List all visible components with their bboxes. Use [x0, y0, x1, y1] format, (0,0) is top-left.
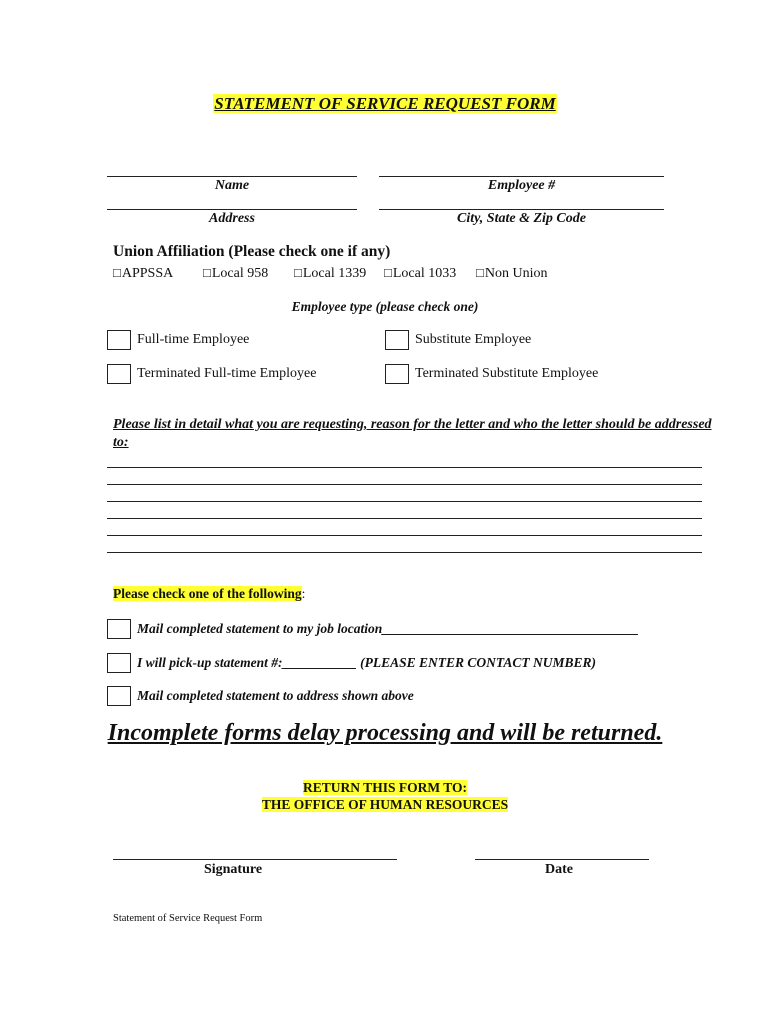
address-label: Address — [209, 211, 255, 226]
union-option-label: APPSSA — [121, 266, 174, 281]
union-option-label: Local 958 — [211, 266, 269, 281]
union-option-appssa[interactable] — [113, 265, 173, 282]
union-option-local-958[interactable] — [203, 265, 268, 282]
request-detail-line[interactable] — [107, 484, 702, 485]
return-line-1 — [0, 780, 770, 796]
checkbox-icon: □ — [384, 265, 392, 280]
form-title — [0, 94, 770, 114]
return-line-2 — [0, 797, 770, 813]
substitute-employee-label: Substitute Employee — [415, 332, 532, 347]
mail-to-job-location-checkbox[interactable] — [107, 619, 131, 639]
incomplete-forms-warning: Incomplete forms delay processing and will be returned. — [107, 720, 663, 746]
union-option-non-union[interactable] — [476, 265, 547, 282]
date-line[interactable] — [475, 859, 649, 860]
pick-up-statement-checkbox[interactable] — [107, 653, 131, 673]
address-field-line[interactable] — [107, 209, 357, 210]
city-state-zip-field-line[interactable] — [379, 209, 664, 210]
name-field-line[interactable] — [107, 176, 357, 177]
signature-label: Signature — [203, 862, 263, 877]
full-time-employee-label: Full-time Employee — [137, 332, 250, 347]
union-option-label: Local 1033 — [392, 266, 457, 281]
terminated-full-time-employee-checkbox[interactable] — [107, 364, 131, 384]
date-label: Date — [545, 862, 573, 877]
checkbox-icon: □ — [294, 265, 302, 280]
return-line-1-text: RETURN THIS FORM TO: — [303, 780, 467, 795]
return-line-2-text: THE OFFICE OF HUMAN RESOURCES — [261, 797, 509, 812]
checkbox-icon: □ — [113, 265, 121, 280]
union-affiliation-heading: Union Affiliation (Please check one if any) — [113, 243, 391, 260]
name-label: Name — [214, 178, 250, 193]
request-detail-line[interactable] — [107, 535, 702, 536]
employee-number-field-line[interactable] — [379, 176, 664, 177]
checkbox-icon: □ — [476, 265, 484, 280]
mail-to-address-above-label: Mail completed statement to address shown above — [137, 688, 414, 703]
delivery-heading-suffix: : — [301, 586, 306, 601]
employee-number-label: Employee # — [487, 178, 556, 193]
page-footer: Statement of Service Request Form — [113, 913, 263, 924]
employee-type-heading: Employee type (please check one) — [291, 299, 479, 314]
request-detail-prompt: Please list in detail what you are requesting, reason for the letter and who the letter should be addressed to: — [113, 417, 712, 450]
full-time-employee-checkbox[interactable] — [107, 330, 131, 350]
checkbox-icon: □ — [203, 265, 211, 280]
delivery-options-heading — [113, 586, 305, 602]
signature-line[interactable] — [113, 859, 397, 860]
union-option-label: Local 1339 — [302, 266, 367, 281]
request-detail-line[interactable] — [107, 501, 702, 502]
union-option-local-1033[interactable] — [384, 265, 456, 282]
mail-to-address-above-checkbox[interactable] — [107, 686, 131, 706]
request-detail-line[interactable] — [107, 552, 702, 553]
pick-up-statement-label: I will pick-up statement #:___________ (PLEASE ENTER CONTACT NUMBER) — [137, 655, 597, 670]
substitute-employee-checkbox[interactable] — [385, 330, 409, 350]
delivery-heading-text: Please check one of the following — [113, 586, 302, 601]
union-option-local-1339[interactable] — [294, 265, 366, 282]
request-detail-line[interactable] — [107, 467, 702, 468]
city-state-zip-label: City, State & Zip Code — [457, 211, 586, 226]
form-title-text: STATEMENT OF SERVICE REQUEST FORM — [214, 94, 556, 113]
terminated-substitute-employee-label: Terminated Substitute Employee — [415, 366, 599, 381]
terminated-full-time-employee-label: Terminated Full-time Employee — [137, 366, 317, 381]
mail-to-job-location-label: Mail completed statement to my job location______________________________________ — [137, 621, 639, 636]
request-detail-line[interactable] — [107, 518, 702, 519]
terminated-substitute-employee-checkbox[interactable] — [385, 364, 409, 384]
union-option-label: Non Union — [484, 266, 548, 281]
